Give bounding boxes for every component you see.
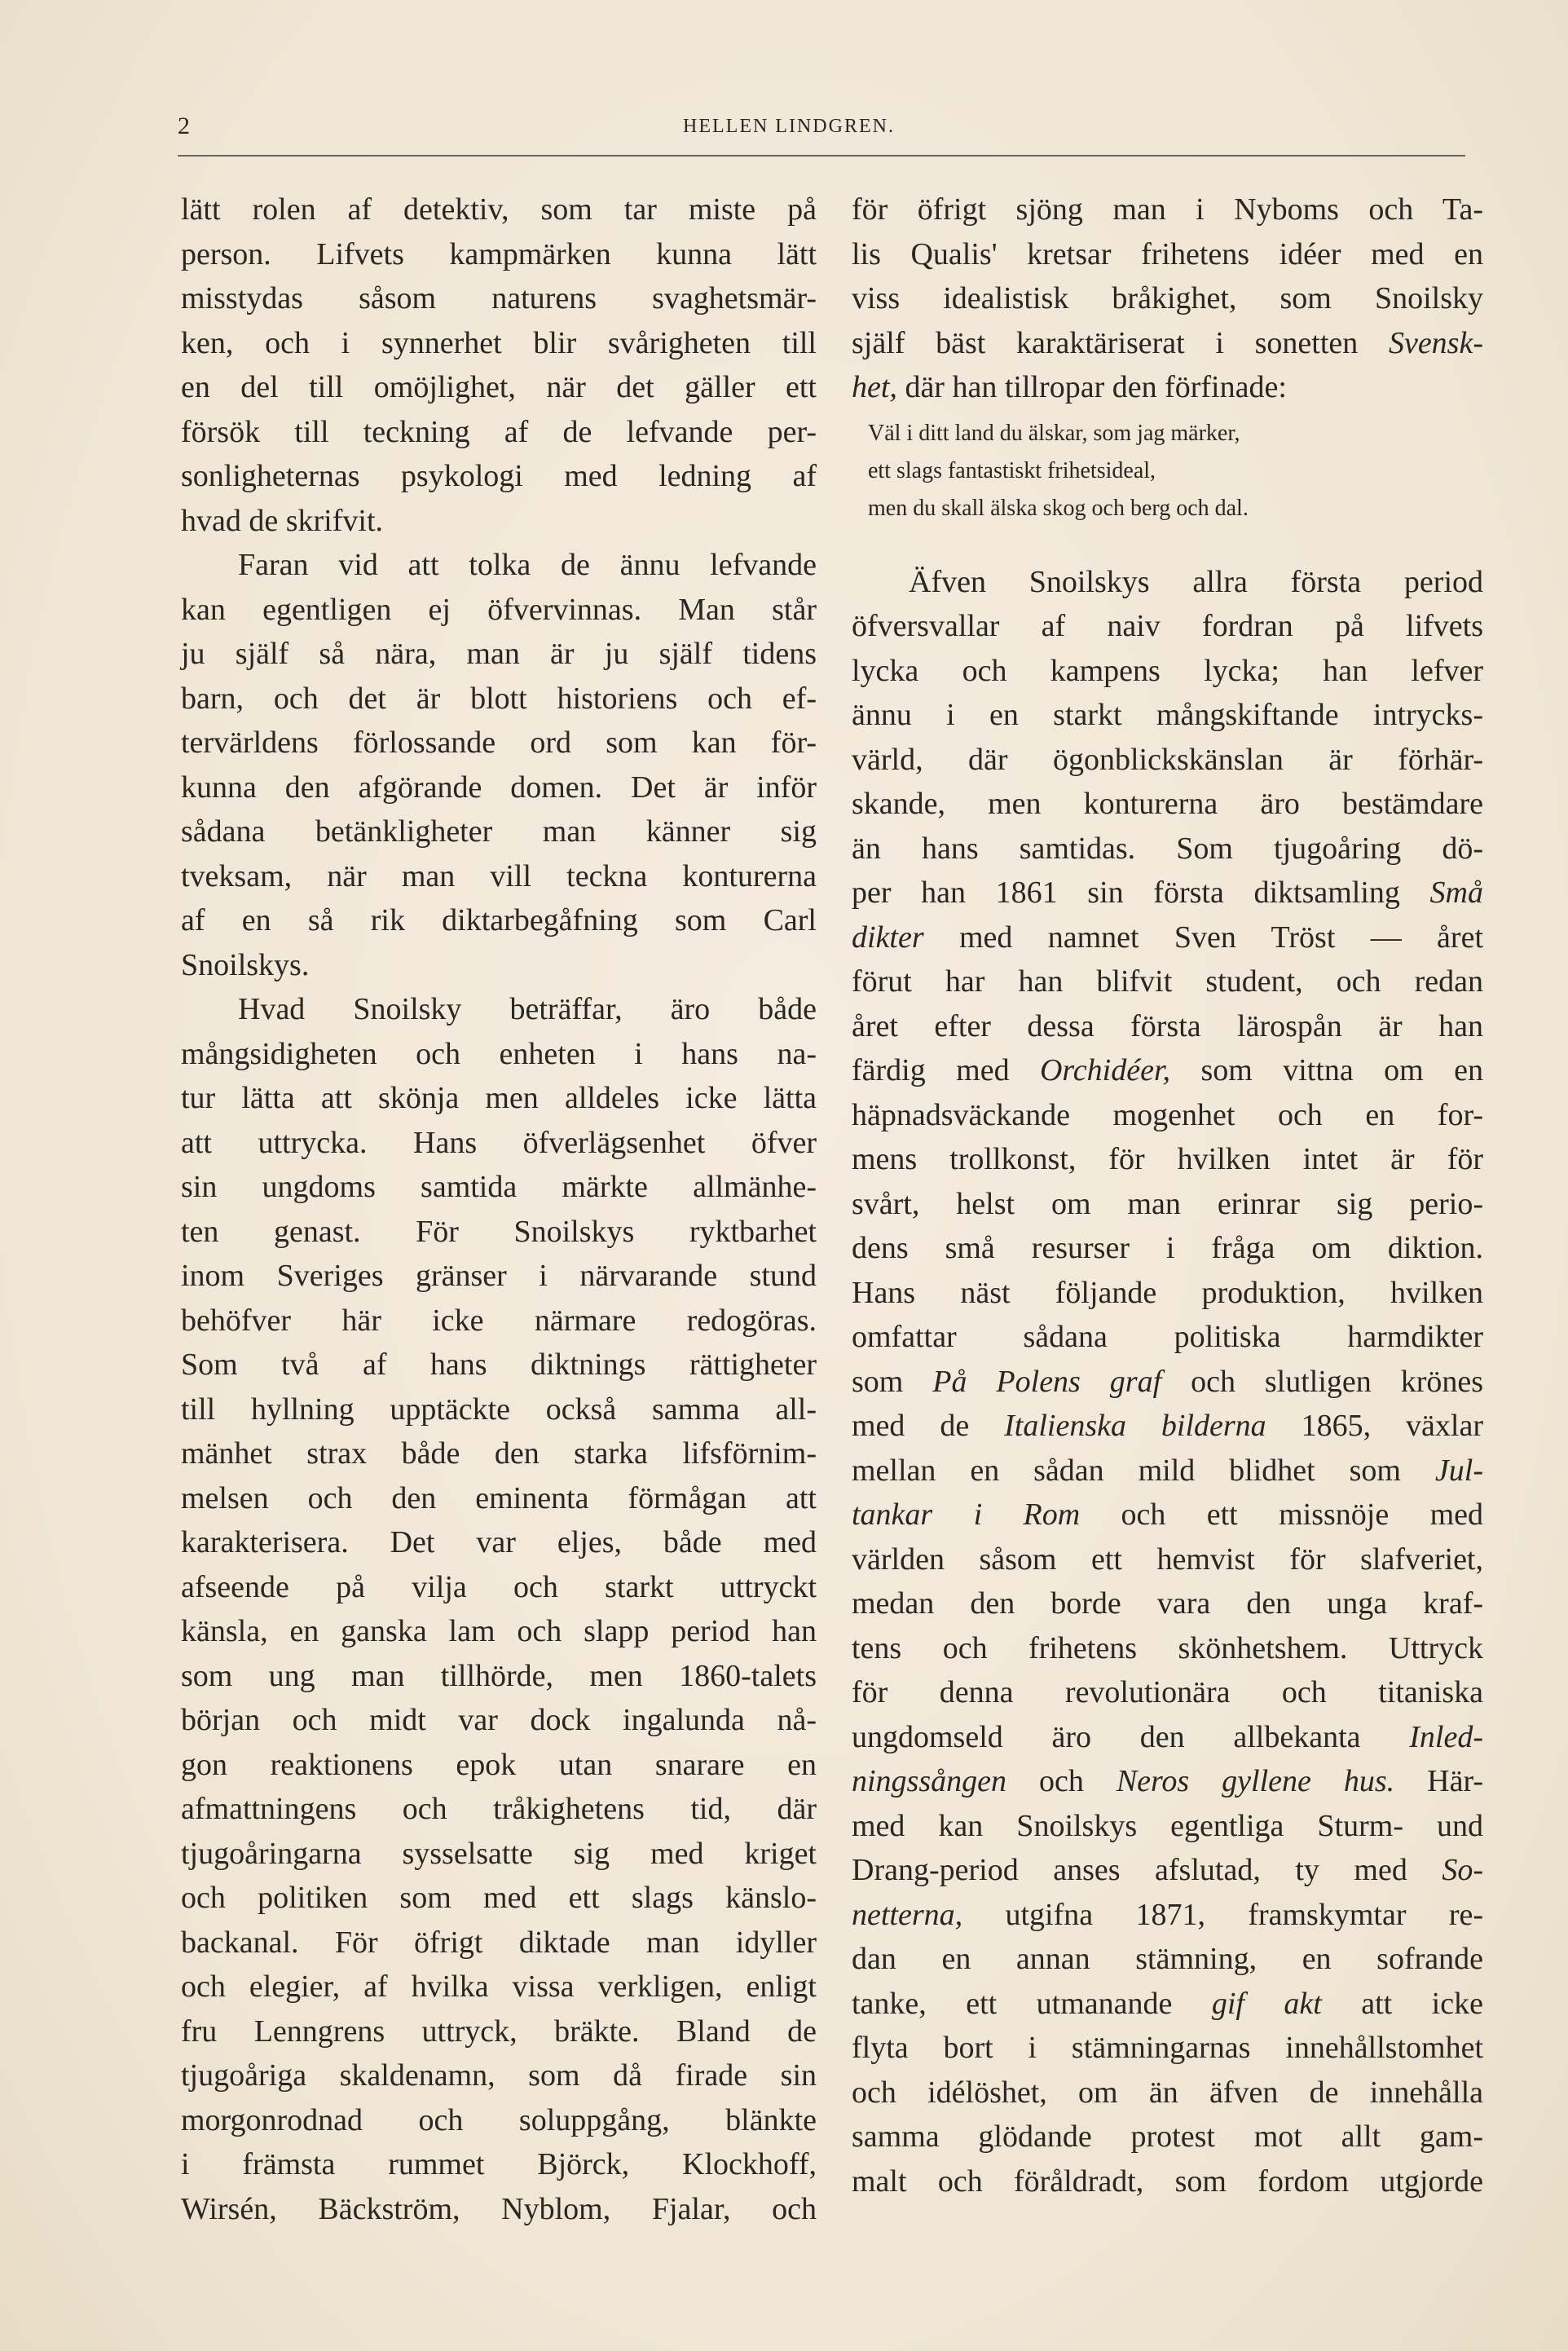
text-run: tanke, ett utmanande — [852, 1986, 1212, 2021]
italic-title: Jul- — [1434, 1453, 1483, 1488]
text-line: en del till omöjlighet, när det gäller ett — [181, 370, 817, 404]
text-line: karakterisera. Det var eljes, både med — [181, 1525, 817, 1559]
italic-title: Neros gyllene hus. — [1116, 1764, 1395, 1798]
italic-title: Svensk- — [1388, 325, 1483, 360]
text-line: kan egentligen ej öfvervinnas. Man står — [181, 592, 817, 627]
text-line: inom Sveriges gränser i närvarande stund — [181, 1259, 817, 1293]
text-line: försök till teckning af de lefvande per- — [181, 414, 817, 449]
verse-line: Väl i ditt land du älskar, som jag märker, — [868, 420, 1240, 446]
text-line — [852, 1626, 1483, 1671]
right-column-top-text — [852, 187, 1483, 410]
text-line — [852, 1271, 1483, 1316]
text-line — [852, 560, 1483, 605]
italic-title: het, — [852, 370, 897, 404]
header-rule — [178, 155, 1465, 157]
text-line — [852, 1715, 1483, 1760]
text-line: tjugoåriga skaldenamn, som då firade sin — [181, 2058, 817, 2093]
text-run: lycka och kampens lycka; han lefver — [852, 653, 1483, 688]
text-run: dens små resurser i fråga om diktion. — [852, 1231, 1483, 1265]
text-line — [852, 1226, 1483, 1271]
right-column — [852, 187, 1483, 2203]
text-run: förut har han blifvit student, och redan — [852, 964, 1483, 999]
text-line — [852, 1759, 1483, 1804]
text-run: där han tillropar den förfinade: — [896, 370, 1287, 404]
italic-title: dikter — [852, 920, 924, 955]
text-run: som — [852, 1364, 933, 1399]
italic-title: Italienska bilderna — [1004, 1409, 1266, 1443]
text-run: lis Qualis' kretsar frihetens idéer med en — [852, 236, 1483, 271]
text-run: med de — [852, 1409, 1005, 1443]
italic-title: netterna, — [852, 1897, 963, 1932]
italic-title: Små — [1429, 876, 1483, 910]
text-line: kunna den afgörande domen. Det är inför — [181, 770, 817, 805]
text-line: barn, och det är blott historiens och ef- — [181, 681, 817, 716]
text-line — [852, 2115, 1483, 2159]
text-run: värld, där ögonblickskänslan är förhär- — [852, 742, 1483, 777]
text-line: och elegier, af hvilka vissa verkligen, enligt — [181, 1969, 817, 2004]
text-run: omfattar sådana politiska harmdikter — [852, 1320, 1483, 1354]
text-run: färdig med — [852, 1053, 1040, 1087]
text-line: sin ungdoms samtida märkte allmänhe- — [181, 1170, 817, 1204]
text-line: till hyllning upptäckte också samma all- — [181, 1392, 817, 1427]
text-line: i främsta rummet Björck, Klockhoff, — [181, 2147, 817, 2181]
text-run: malt och föråldradt, som fordom utgjorde — [852, 2164, 1483, 2199]
text-run: för öfrigt sjöng man i Nyboms och Ta- — [852, 192, 1483, 227]
text-line — [852, 1581, 1483, 1626]
text-line — [852, 1848, 1483, 1893]
text-line — [852, 1449, 1483, 1493]
text-run: per han 1861 sin första diktsamling — [852, 876, 1430, 910]
text-line: som ung man tillhörde, men 1860-talets — [181, 1658, 817, 1693]
text-line: sonligheternas psykologi med ledning af — [181, 459, 817, 493]
page-number: 2 — [178, 112, 190, 139]
text-line — [852, 2026, 1483, 2071]
text-line — [852, 959, 1483, 1004]
text-line: ten genast. För Snoilskys ryktbarhet — [181, 1214, 817, 1249]
text-run: mens trollkonst, för hvilken intet är för — [852, 1142, 1483, 1176]
text-line — [852, 649, 1483, 694]
text-line — [852, 693, 1483, 738]
text-line — [852, 1315, 1483, 1360]
italic-title: tankar i Rom — [852, 1497, 1081, 1532]
italic-title: På Polens graf — [932, 1364, 1162, 1399]
text-line: ju själf så nära, man är ju själf tidens — [181, 637, 817, 671]
text-line — [852, 1893, 1483, 1938]
text-line: backanal. För öfrigt diktade man idyller — [181, 1925, 817, 1960]
text-line: mångsidigheten och enheten i hans na- — [181, 1036, 817, 1071]
text-run: öfversvallar af naiv fordran på lifvets — [852, 609, 1483, 643]
text-run: världen såsom ett hemvist för slafveriet, — [852, 1542, 1483, 1577]
text-line — [852, 782, 1483, 827]
text-line: Faran vid att tolka de ännu lefvande — [238, 548, 817, 582]
text-line — [852, 2071, 1483, 2115]
text-line: person. Lifvets kampmärken kunna lätt — [181, 236, 817, 271]
text-run: att icke — [1321, 1986, 1483, 2021]
text-run: Drang-period anses afslutad, ty med — [852, 1853, 1442, 1887]
text-line: gon reaktionens epok utan snarare en — [181, 1747, 817, 1782]
text-line — [852, 232, 1483, 277]
text-line: melsen och den eminenta förmågan att — [181, 1480, 817, 1515]
text-line — [852, 738, 1483, 783]
italic-title: Orchidéer, — [1039, 1053, 1171, 1087]
text-run: som vittna om en — [1170, 1053, 1484, 1087]
text-run: Äfven Snoilskys allra första period — [909, 564, 1483, 599]
text-line: Hvad Snoilsky beträffar, äro både — [238, 992, 817, 1026]
text-run: flyta bort i stämningarnas innehållstomhet — [852, 2031, 1483, 2065]
text-run: dan en annan stämning, en sofrande — [852, 1942, 1483, 1976]
text-line: början och midt var dock ingalunda nå- — [181, 1703, 817, 1737]
text-line: tjugoåringarna sysselsatte sig med kriget — [181, 1836, 817, 1871]
text-run: för denna revolutionära och titaniska — [852, 1675, 1483, 1709]
text-run: än hans samtidas. Som tjugoåring dö- — [852, 831, 1483, 866]
text-line — [852, 321, 1483, 366]
text-line: sådana betänkligheter man känner sig — [181, 814, 817, 849]
text-line — [852, 1360, 1483, 1405]
text-run: och idélöshet, om än äfven de innehålla — [852, 2075, 1483, 2110]
right-column-body-text — [852, 560, 1483, 2204]
text-run: viss idealistisk bråkighet, som Snoilsky — [852, 281, 1483, 315]
text-line: tveksam, när man vill teckna konturerna — [181, 858, 817, 893]
text-line: behöfver här icke närmare redogöras. — [181, 1303, 817, 1338]
text-line — [852, 2159, 1483, 2204]
text-line: hvad de skrifvit. — [181, 503, 384, 538]
text-line: morgonrodnad och soluppgång, blänkte — [181, 2102, 817, 2137]
text-run: själf bäst karaktäriserat i sonetten — [852, 325, 1389, 360]
left-column — [181, 187, 817, 2231]
text-line: af en så rik diktarbegåfning som Carl — [181, 903, 817, 937]
text-run: utgifna 1871, framskymtar re- — [962, 1897, 1483, 1932]
page-header — [178, 112, 1449, 145]
text-line: känsla, en ganska lam och slapp period han — [181, 1614, 817, 1648]
text-line — [852, 871, 1483, 915]
text-line: tur lätta att skönja men alldeles icke lätta — [181, 1081, 817, 1115]
text-line — [852, 1048, 1483, 1093]
text-run: och — [1006, 1764, 1117, 1798]
text-line — [852, 1404, 1483, 1449]
text-run: svårt, helst om man erinrar sig perio- — [852, 1186, 1483, 1221]
text-line: fru Lenngrens uttryck, bräkte. Bland de — [181, 2014, 817, 2049]
text-line: afmattningens och tråkighetens tid, där — [181, 1792, 817, 1826]
text-line: Som två af hans diktnings rättigheter — [181, 1348, 817, 1382]
text-line — [852, 604, 1483, 649]
text-line — [852, 1093, 1483, 1138]
text-line: och politiken som med ett slags känslo- — [181, 1881, 817, 1915]
text-run: häpnadsväckande mogenhet och en for- — [852, 1097, 1483, 1132]
text-line — [852, 1182, 1483, 1227]
text-line — [852, 1004, 1483, 1049]
text-line — [852, 827, 1483, 871]
text-line: mänhet strax både den starka lifsförnim- — [181, 1436, 817, 1471]
text-line: misstydas såsom naturens svaghetsmär- — [181, 281, 817, 315]
running-head: HELLEN LINDGREN. — [683, 116, 895, 137]
text-line — [852, 1670, 1483, 1715]
text-run: skande, men konturerna äro bestämdare — [852, 787, 1483, 821]
text-run: med kan Snoilskys egentliga Sturm- und — [852, 1808, 1483, 1843]
text-run: Hans näst följande produktion, hvilken — [852, 1275, 1483, 1310]
italic-title: gif akt — [1211, 1986, 1322, 2021]
italic-title: Inled- — [1409, 1719, 1483, 1754]
text-line — [852, 1982, 1483, 2027]
text-run: ännu i en starkt mångskiftande intrycks- — [852, 698, 1483, 732]
text-line: Wirsén, Bäckström, Nyblom, Fjalar, och — [181, 2191, 817, 2226]
text-line — [852, 276, 1483, 321]
text-line: afseende på vilja och starkt uttryckt — [181, 1569, 817, 1604]
text-run: tens och frihetens skönhetshem. Uttryck — [852, 1630, 1483, 1665]
text-run: samma glödande protest mot allt gam- — [852, 2119, 1483, 2154]
text-line: ken, och i synnerhet blir svårigheten till — [181, 325, 817, 360]
verse-quote — [852, 410, 1483, 560]
text-run: och slutligen krönes — [1161, 1364, 1483, 1399]
text-line: Snoilskys. — [181, 947, 310, 982]
text-line — [852, 1493, 1483, 1537]
text-line — [852, 915, 1483, 960]
text-line — [852, 1537, 1483, 1582]
text-line — [852, 365, 1483, 410]
text-line: tervärldens förlossande ord som kan för- — [181, 726, 817, 760]
text-run: med namnet Sven Tröst — året — [923, 920, 1483, 955]
text-run: medan den borde vara den unga kraf- — [852, 1586, 1483, 1621]
text-run: 1865, växlar — [1266, 1409, 1483, 1443]
text-line — [852, 1937, 1483, 1982]
text-run: ungdomseld äro den allbekanta — [852, 1719, 1410, 1754]
text-run: året efter dessa första lärospån är han — [852, 1008, 1483, 1043]
text-run: Här- — [1394, 1764, 1484, 1798]
text-run: mellan en sådan mild blidhet som — [852, 1453, 1435, 1488]
text-line — [852, 187, 1483, 232]
italic-title: ningssången — [852, 1764, 1006, 1798]
text-run: och ett missnöje med — [1080, 1497, 1483, 1532]
text-line: att uttrycka. Hans öfverlägsenhet öfver — [181, 1125, 817, 1160]
text-line — [852, 1137, 1483, 1182]
text-line: lätt rolen af detektiv, som tar miste på — [181, 192, 817, 227]
italic-title: So- — [1442, 1853, 1483, 1887]
verse-line: men du skall älska skog och berg och dal. — [868, 495, 1249, 521]
text-line — [852, 1804, 1483, 1849]
verse-line: ett slags fantastiskt frihetsideal, — [868, 457, 1156, 483]
